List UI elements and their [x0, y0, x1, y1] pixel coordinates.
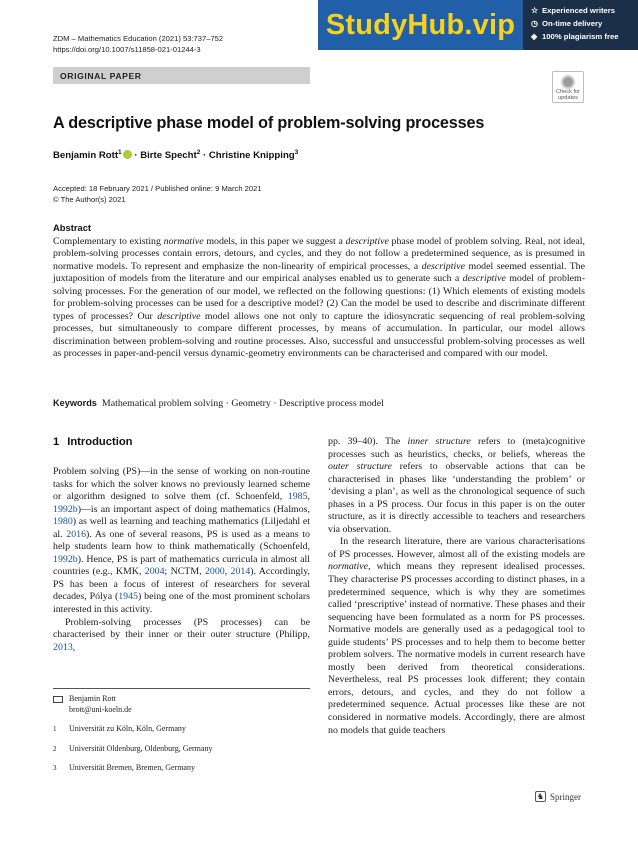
text-run: ,: [224, 566, 231, 578]
publisher-name: Springer: [550, 791, 581, 802]
footnote-divider: [53, 688, 310, 689]
text-run: Complementary to existing: [53, 236, 164, 247]
journal-reference: [53, 33, 223, 55]
emphasis: descriptive: [157, 310, 201, 322]
keywords-text: Mathematical problem solving · Geometry · Descriptive process model: [101, 398, 384, 409]
affiliation-marker: 1: [118, 149, 122, 156]
text-run: In the research literature, there are various characterisations of PS processes. However, almost all of the existing models are: [328, 536, 585, 560]
banner-feature: [531, 30, 632, 43]
author-name[interactable]: Birte Specht: [140, 150, 197, 162]
mail-icon: [53, 696, 63, 703]
text-run: , which means they represent idealised processes. They characterise PS processes according to distinct phases, in a predetermined sequence, which is why they are sometimes called ‘prescriptive’ instead of normative. These phases and their sequencing have been formulated as a norm for PS processes. Normative models are generally used as a pedagogical tool to guide students’ PS processes and to help them to become better problem solvers. The normative models in current research have mostly been derived from theoretical considerations. Nevertheless, real PS processes look different; they contain errors, detours, and cycles, and they do not follow a predetermined sequence. Actual processes like these are not considered in normative models. Accordingly, there are almost no models that guide teachers: [328, 561, 585, 736]
author-name[interactable]: Christine Knipping: [208, 150, 295, 162]
paragraph: [328, 436, 585, 536]
citation-link[interactable]: 2000: [204, 566, 225, 578]
contact-email[interactable]: brott@uni-koeln.de: [69, 704, 132, 714]
author-list: [53, 149, 298, 161]
citation-link[interactable]: 1945: [118, 591, 138, 603]
crossmark-label-2: updates: [558, 94, 578, 101]
abstract-body: [53, 236, 585, 361]
check-for-updates-badge[interactable]: [552, 71, 584, 103]
crossmark-label-1: Check for: [556, 89, 580, 95]
emphasis: inner structure: [407, 436, 471, 447]
keywords-label: Keywords: [53, 398, 97, 408]
abstract-heading: Abstract: [53, 222, 92, 233]
affiliation-text: Universität Bremen, Bremen, Germany: [69, 763, 195, 772]
text-run: Problem solving (PS)—in the sense of working on non-routine tasks for which the solver knows no previously learned scheme or algorithm designed to solve them (cf. Schoenfeld,: [53, 466, 310, 503]
citation-link[interactable]: 2016: [66, 528, 87, 540]
springer-horse-icon: ♞: [536, 792, 545, 801]
text-run: ,: [307, 491, 310, 503]
copyright: © The Author(s) 2021: [53, 194, 126, 204]
citation-link[interactable]: 1992b: [53, 553, 78, 565]
section-title: Introduction: [67, 436, 133, 448]
publisher-logo: [535, 791, 581, 802]
text-run: pp. 39–40). The: [328, 436, 408, 447]
affiliation: [53, 763, 310, 774]
paper-title: A descriptive phase model of problem-solving processes: [53, 114, 485, 132]
doi-link[interactable]: https://doi.org/10.1007/s11858-021-01244-3: [53, 45, 201, 54]
author-name[interactable]: Benjamin Rott: [53, 150, 119, 162]
affiliation-marker: 3: [294, 149, 299, 156]
banner-brand[interactable]: StudyHub.vip: [318, 0, 523, 50]
accepted-published: Accepted: 18 February 2021 / Published online: 9 March 2021: [53, 184, 262, 193]
paragraph: [53, 466, 310, 617]
crossmark-icon: [561, 75, 575, 89]
banner-features: [523, 0, 638, 50]
right-column: [328, 436, 585, 737]
author-separator: ·: [131, 150, 141, 162]
paragraph: [328, 536, 585, 737]
citation-link[interactable]: 1985: [287, 491, 308, 503]
footnotes: [53, 694, 310, 774]
text-run: refers to (meta)cognitive processes such as heuristics, checks, or beliefs, whereas the: [328, 436, 586, 460]
text-run: model of problem-solving processes. For the generation of our model, we reflected on the following questions: (1) Which elements of existing models for problem-solving processes can be used for a descriptive model? (2) Can the model be used to describe and discriminate different types of processes? Our: [53, 273, 585, 322]
journal-citation: ZDM – Mathematics Education (2021) 53:737–752: [53, 34, 224, 43]
emphasis: normative: [328, 561, 369, 573]
article-type-label: ORIGINAL PAPER: [53, 67, 310, 84]
affiliation-number: 3: [53, 764, 57, 772]
left-column: [53, 466, 310, 654]
publication-dates: [53, 184, 262, 205]
text-run: ). Hence, PS is part of mathematics curricula in almost all countries (e.g., KMK,: [53, 553, 310, 578]
keywords: [53, 398, 384, 409]
contact-name: Benjamin Rott: [69, 694, 116, 703]
badge-icon: ◈: [531, 32, 538, 41]
footnote-spacer: [53, 715, 310, 724]
text-run: model allows one not only to capture the idiosyncratic sequencing of real problem-solving processes, but simultaneously to compare different processes, by means of accumulation. In particular, our model allows discrimination between problem-solving and routine processes. Also, successful and unsuccessful problem-solving processes as well as processes in paper-and-pencil versus dynamic-geometry environments can be characterised and compared with our model.: [53, 310, 585, 360]
citation-link[interactable]: 2013: [53, 641, 73, 653]
text-run: phase model of problem solving. Real, not ideal, problem-solving processes contain errors, detours, and cycles, and they do not follow a predetermined sequence, as is presumed in normative models. To represent and emphasize the non-linearity of empirical processes, a: [53, 236, 585, 272]
citation-link[interactable]: 2004: [144, 566, 165, 578]
clock-icon: ◷: [531, 19, 538, 28]
promo-banner[interactable]: [318, 0, 638, 50]
emphasis: descriptive: [421, 260, 465, 272]
emphasis: descriptive: [345, 236, 389, 247]
text-run: ; NCTM,: [164, 566, 205, 578]
text-run: ). As one of several reasons, PS is used as a means to help students learn how to think mathematically (Schoenfeld,: [53, 528, 310, 553]
affiliation-text: Universität zu Köln, Köln, Germany: [69, 724, 186, 733]
orcid-icon[interactable]: [123, 150, 132, 159]
section-number: 1: [53, 436, 60, 448]
affiliation-number: 1: [53, 725, 57, 733]
footnote-spacer: [53, 754, 310, 763]
citation-link[interactable]: 2014: [230, 566, 251, 578]
citation-link[interactable]: 1980: [53, 516, 73, 528]
affiliation-text: Universität Oldenburg, Oldenburg, Germany: [69, 743, 213, 753]
star-icon: ☆: [531, 6, 539, 15]
text-run: ,: [72, 641, 76, 653]
banner-feature-label: Experienced writers: [542, 6, 616, 15]
banner-feature: [531, 17, 632, 30]
text-run: Problem-solving processes (PS processes) can be characterised by their inner or their outer structure (Philipp,: [53, 616, 310, 641]
footnote-spacer: [53, 735, 310, 744]
text-run: ) being one of the most prominent scholars interested in this activity.: [53, 591, 310, 616]
author-separator: ·: [200, 150, 209, 162]
text-run: refers to observable actions that can be characterised in phases like ‘understanding the problem’ or ‘devising a plan’, as well as the chronological sequence of such phases in a PS process. Our focus in this paper is on the outer structure, as it is directly accessible to teachers and researchers via observation.: [328, 461, 585, 535]
affiliation-marker: 2: [196, 149, 201, 156]
citation-link[interactable]: 1992b: [53, 503, 78, 515]
banner-feature-label: 100% plagiarism free: [542, 32, 619, 41]
affiliation: [53, 724, 310, 735]
banner-feature-label: On-time delivery: [542, 19, 603, 28]
paragraph: [53, 617, 310, 655]
emphasis: normative: [163, 236, 204, 247]
text-run: ). Accordingly, PS has been a focus of interest of researchers for several decades, Pólya (: [53, 566, 310, 603]
banner-feature: [531, 4, 632, 17]
emphasis: outer structure: [328, 461, 392, 473]
text-run: model seemed essential. The juxtaposition of models from the literature and our empirical analyses enabled us to generate such a: [53, 260, 585, 285]
text-run: models, in this paper we suggest a: [203, 236, 346, 247]
affiliation-number: 2: [53, 744, 57, 753]
emphasis: descriptive: [462, 273, 506, 285]
section-heading-introduction: [53, 436, 132, 448]
text-run: ) as well as learning and teaching mathematics (Liljedahl et al.: [53, 516, 310, 540]
text-run: )—is an important aspect of doing mathematics (Halmos,: [77, 503, 310, 515]
affiliation: [53, 744, 310, 755]
corresponding-author: [53, 694, 310, 715]
